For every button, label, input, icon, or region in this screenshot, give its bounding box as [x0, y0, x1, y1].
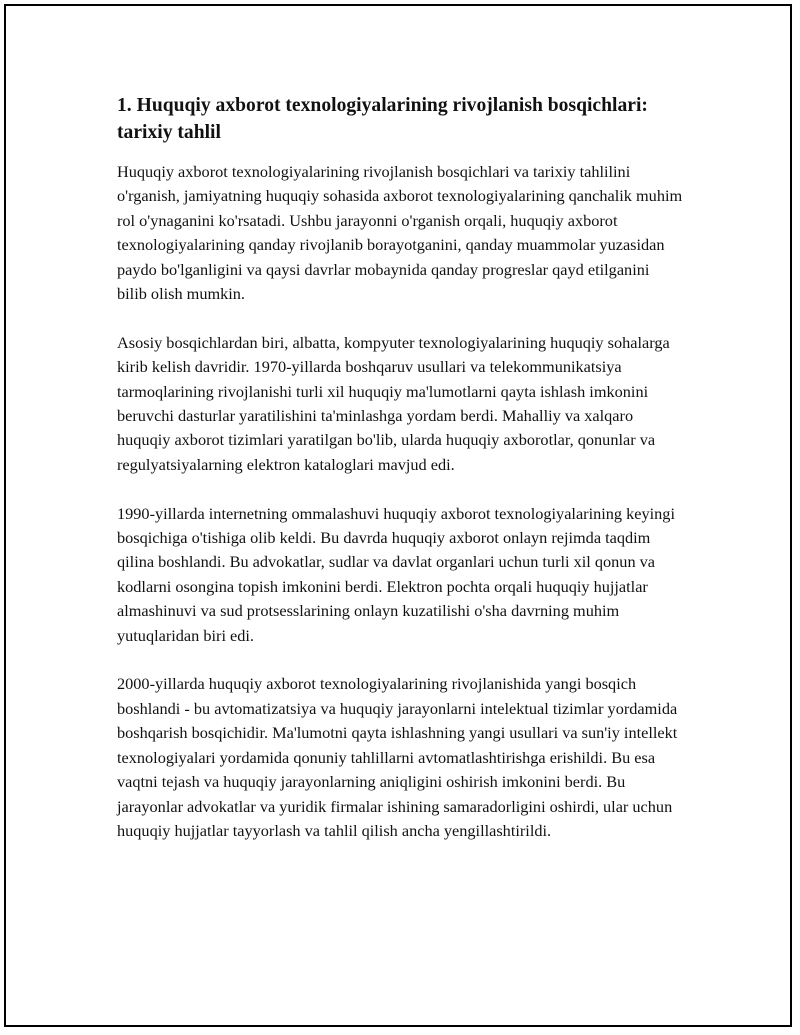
paragraph-intro: Huquqiy axborot texnologiyalarining rivojlanish bosqichlari va tarixiy tahlilini o'rganish, jamiyatning huquqiy sohasida axborot texnologiyalarining qanchalik muhim rol o'ynaganini ko'rsatadi. Ushbu jarayonni o'rganish orqali, huquqiy axborot texnologiyalarining qanday rivojlanib borayotganini, qanday muammolar yuzasidan paydo bo'lganligini va qaysi davrlar mobaynida qanday progreslar qayd etilganini bilib olish mumkin.: [117, 162, 683, 304]
paragraph-1970s: Asosiy bosqichlardan biri, albatta, kompyuter texnologiyalarining huquqiy sohalarga kirib kelish davridir. 1970-yillarda boshqaruv usullari va telekommunikatsiya tarmoqlarining rivojlanishi turli xil huquqiy ma'lumotlarni qayta ishlash imkonini beruvchi dasturlar yaratilishini ta'minlashga yordam berdi. Mahalliy va xalqaro huquqiy axborot tizimlari yaratilgan bo'lib, ularda huquqiy axborotlar, qonunlar va regulyatsiyalarning elektron kataloglari mavjud edi.: [117, 332, 670, 474]
document-body: [117, 92, 683, 868]
paragraph-1990s: 1990-yillarda internetning ommalashuvi huquqiy axborot texnologiyalarining keyingi bosqichiga o'tishiga olib keldi. Bu davrda huquqiy axborot onlayn rejimda taqdim qilina boshlandi. Bu advokatlar, sudlar va davlat organlari uchun turli xil qonun va kodlarni osongina topish imkonini berdi. Elektron pochta orqali huquqiy hujjatlar almashinuvi va sud protsesslarining onlayn kuzatilishi o'sha davrning muhim yutuqlaridan biri edi.: [117, 503, 675, 645]
section-heading: 1. Huquqiy axborot texnologiyalarining rivojlanish bosqichlari: tarixiy tahlil: [117, 95, 648, 143]
paragraph-2000s: 2000-yillarda huquqiy axborot texnologiyalarining rivojlanishida yangi bosqich boshlandi - bu avtomatizatsiya va huquqiy jarayonlarni intelektual tizimlar yordamida boshqarish bosqichidir. Ma'lumotni qayta ishlashning yangi usullari va sun'iy intellekt texnologiyalari yordamida qonuniy tahlillarni avtomatlashtirishga erishildi. Bu esa vaqtni tejash va huquqiy jarayonlarning aniqligini oshirish imkonini berdi. Bu jarayonlar advokatlar va yuridik firmalar ishining samaradorligini oshirdi, ular uchun huquqiy hujjatlar tayyorlash va tahlil qilish ancha yengillashtirildi.: [117, 674, 678, 840]
